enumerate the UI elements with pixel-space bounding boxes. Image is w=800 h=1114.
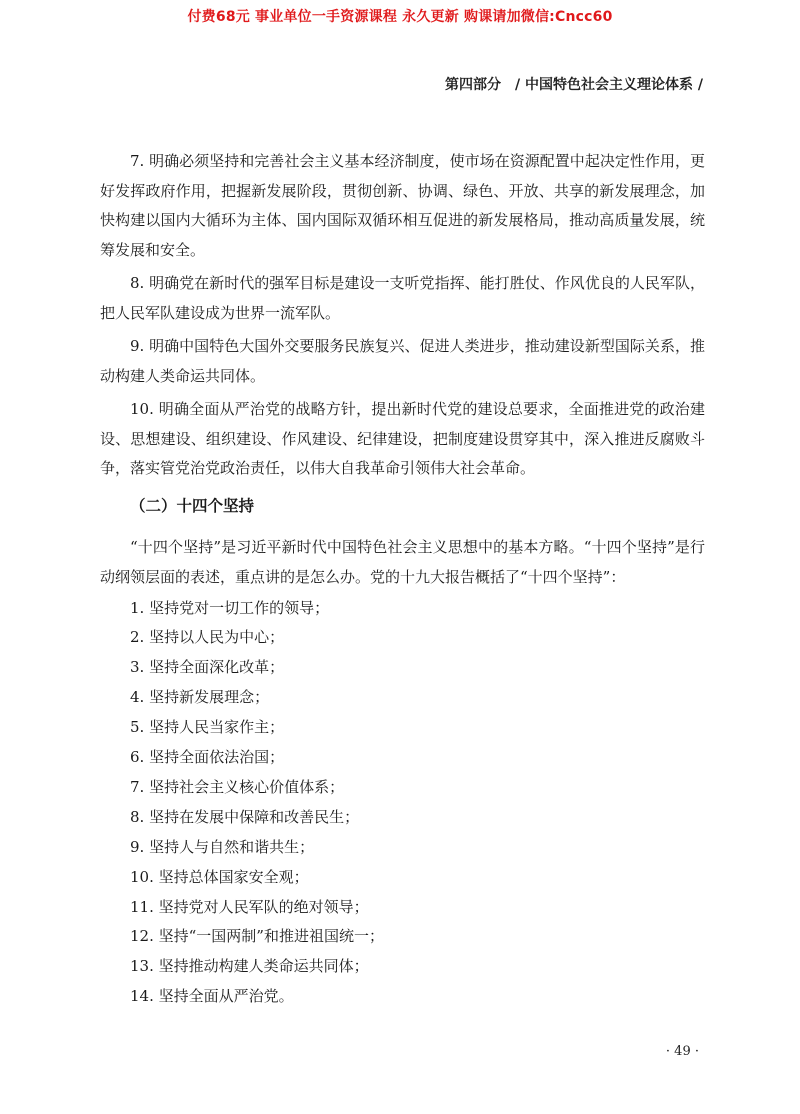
list-item: 14. 坚持全面从严治党。 [130,987,294,1006]
header-title: / 中国特色社会主义理论体系 / [515,77,703,93]
paragraph-8: 8. 明确党在新时代的强军目标是建设一支听党指挥、能打胜仗、作风优良的人民军队，把人民军队建设成为世界一流军队。 [100,274,705,322]
list-item: 10. 坚持总体国家安全观； [130,867,309,886]
list-item: 11. 坚持党对人民军队的绝对领导； [130,897,369,916]
list-item: 13. 坚持推动构建人类命运共同体； [130,957,369,976]
list-item: 6. 坚持全面依法治国； [130,748,285,767]
section-intro: “十四个坚持”是习近平新时代中国特色社会主义思想中的基本方略。“十四个坚持”是行动纲领层面的表述，重点讲的是怎么办。党的十九大报告概括了“十四个坚持”： [100,537,705,586]
paragraph-7: 7. 明确必须坚持和完善社会主义基本经济制度，使市场在资源配置中起决定性作用，更好发挥政府作用，把握新发展阶段，贯彻创新、协调、绿色、开放、共享的新发展理念，加快构建以国内大循环为主体、国内国际双循环相互促进的新发展格局，推动高质量发展，统筹发展和安全。 [100,152,705,259]
paragraph-9: 9. 明确中国特色大国外交要服务民族复兴、促进人类进步，推动建设新型国际关系，推动构建人类命运共同体。 [100,337,705,385]
paragraph-10: 10. 明确全面从严治党的战略方针，提出新时代党的建设总要求，全面推进党的政治建设、思想建设、组织建设、作风建设、纪律建设，把制度建设贯穿其中，深入推进反腐败斗争，落实管党治党政治责任，以伟大自我革命引领伟大社会革命。 [100,400,705,477]
list-item: 4. 坚持新发展理念； [130,688,270,707]
list-item: 3. 坚持全面深化改革； [130,658,285,677]
watermark-banner: 付费68元 事业单位一手资源课程 永久更新 购课请加微信:Cncc60 [187,9,613,25]
list-item: 8. 坚持在发展中保障和改善民生； [130,807,360,826]
page-number: · 49 · [665,1044,699,1059]
section-heading: （二）十四个坚持 [130,496,255,515]
principles-list [100,594,705,1013]
list-item: 9. 坚持人与自然和谐共生； [130,837,315,856]
list-item: 5. 坚持人民当家作主； [130,718,285,737]
header-part: 第四部分 [445,77,502,93]
list-item: 2. 坚持以人民为中心； [130,628,285,647]
running-header [445,74,703,94]
list-item: 12. 坚持“一国两制”和推进祖国统一； [130,927,384,946]
list-item: 1. 坚持党对一切工作的领导； [130,598,330,617]
list-item: 7. 坚持社会主义核心价值体系； [130,777,345,796]
page-body [100,147,705,1012]
